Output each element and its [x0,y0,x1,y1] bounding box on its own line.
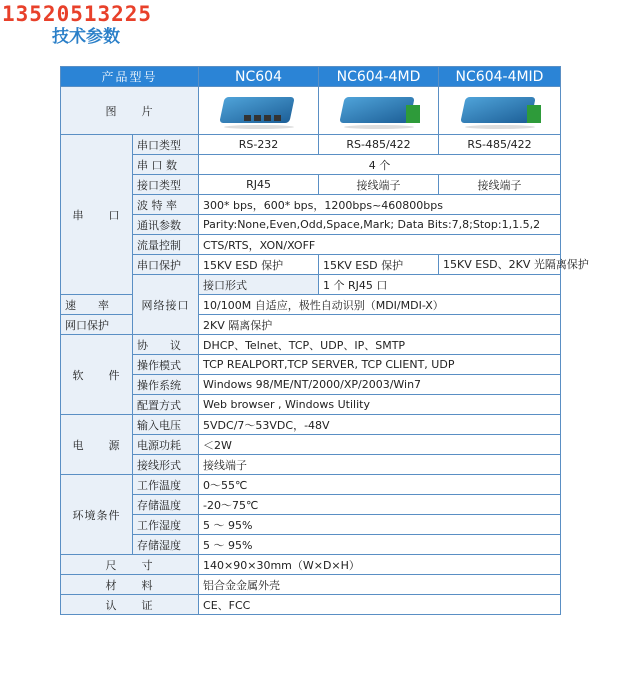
cell: 140×90×30mm（W×D×H） [199,555,561,575]
row-label: 电源功耗 [133,435,199,455]
category-power: 电 源 [61,415,133,475]
row-label: 输入电压 [133,415,199,435]
cell: RJ45 [199,175,319,195]
table-row [61,155,561,175]
phone-number: 13520513225 [2,2,153,26]
cell: 15KV ESD 保护 [319,255,439,275]
cell: 接线端子 [439,175,561,195]
row-label: 网口保护 [61,315,133,335]
cell: 15KV ESD、2KV 光隔离保护 [439,255,561,275]
table-row [61,555,561,575]
cell: 接线端子 [319,175,439,195]
picture-row [61,87,561,135]
table-row [61,335,561,355]
category-material: 材 料 [61,575,199,595]
model-nc604: NC604 [199,67,319,87]
table-row [61,415,561,435]
cell: ＜2W [199,435,561,455]
table-row [61,435,561,455]
cell: RS-485/422 [319,135,439,155]
model-header-label: 产品型号 [61,67,199,87]
spec-table [60,66,589,615]
table-row [61,255,561,275]
row-label: 操作模式 [133,355,199,375]
cell: RS-485/422 [439,135,561,155]
cell: 4 个 [199,155,561,175]
row-label: 工作湿度 [133,515,199,535]
cell: Parity:None,Even,Odd,Space,Mark; Data Bits:7,8;Stop:1,1.5,2 [199,215,561,235]
category-software: 软 件 [61,335,133,415]
table-row [61,355,561,375]
category-certification: 认 证 [61,595,199,615]
table-row [61,455,561,475]
cell: 2KV 隔离保护 [199,315,561,335]
row-label: 通讯参数 [133,215,199,235]
table-row [61,395,561,415]
row-label: 速 率 [61,295,133,315]
section-title: 技术参数 [52,27,120,47]
category-environment: 环境条件 [61,475,133,555]
table-row [61,135,561,155]
cell: 接线端子 [199,455,561,475]
row-label: 操作系统 [133,375,199,395]
row-label: 串 口 数 [133,155,199,175]
cell: Windows 98/ME/NT/2000/XP/2003/Win7 [199,375,561,395]
header-row [61,67,561,87]
table-row [61,215,561,235]
category-network: 网络接口 [133,275,199,335]
table-row [61,275,561,295]
cell: Web browser , Windows Utility [199,395,561,415]
table-row [61,515,561,535]
row-label: 存储湿度 [133,535,199,555]
table-row [61,175,561,195]
cell: 5 ～ 95% [199,535,561,555]
cell: 1 个 RJ45 口 [319,275,561,295]
row-label: 配置方式 [133,395,199,415]
device-image-nc604-4mid [439,87,561,135]
row-label: 工作温度 [133,475,199,495]
device-image-nc604-4md [319,87,439,135]
table-row [61,575,561,595]
cell: -20～75℃ [199,495,561,515]
cell: RS-232 [199,135,319,155]
table-row [61,195,561,215]
table-row [61,235,561,255]
row-label: 流量控制 [133,235,199,255]
cell: CE、FCC [199,595,561,615]
cell: DHCP、Telnet、TCP、UDP、IP、SMTP [199,335,561,355]
picture-label: 图 片 [61,87,199,135]
row-label: 接口形式 [199,275,319,295]
cell: TCP REALPORT,TCP SERVER, TCP CLIENT, UDP [199,355,561,375]
row-label: 波 特 率 [133,195,199,215]
table-row [61,375,561,395]
model-nc604-4md: NC604-4MD [319,67,439,87]
category-serial: 串 口 [61,135,133,295]
cell: 10/100M 自适应，极性自动识别（MDI/MDI-X） [199,295,561,315]
cell: 5 ～ 95% [199,515,561,535]
row-label: 接线形式 [133,455,199,475]
device-image-nc604 [199,87,319,135]
model-nc604-4mid: NC604-4MID [439,67,561,87]
cell: 15KV ESD 保护 [199,255,319,275]
row-label: 串口保护 [133,255,199,275]
cell: 0～55℃ [199,475,561,495]
cell: 铝合金金属外壳 [199,575,561,595]
table-row [61,535,561,555]
row-label: 接口类型 [133,175,199,195]
cell: CTS/RTS，XON/XOFF [199,235,561,255]
row-label: 存储温度 [133,495,199,515]
table-row [61,595,561,615]
cell: 5VDC/7～53VDC，-48V [199,415,561,435]
table-row [61,495,561,515]
row-label: 串口类型 [133,135,199,155]
category-size: 尺 寸 [61,555,199,575]
cell: 300* bps，600* bps，1200bps~460800bps [199,195,561,215]
row-label: 协 议 [133,335,199,355]
table-row [61,475,561,495]
